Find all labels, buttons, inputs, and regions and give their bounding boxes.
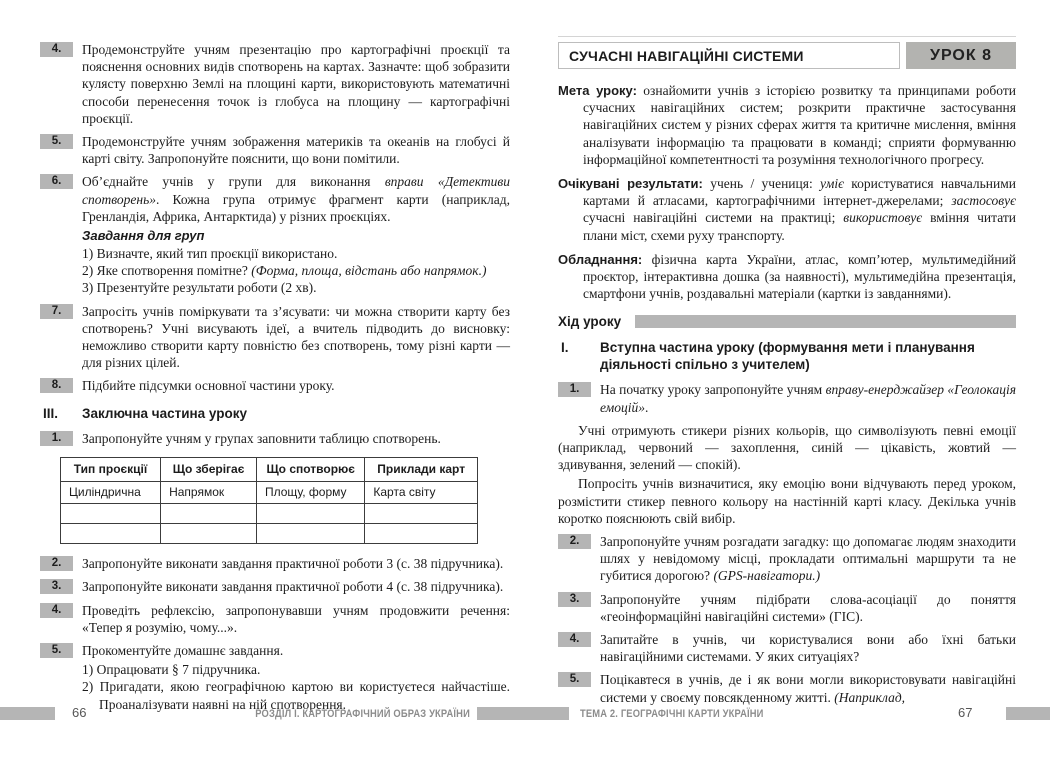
- footer-bar-right: [1006, 707, 1050, 720]
- lesson-number-badge: УРОК 8: [906, 42, 1016, 69]
- table-header-cell: Тип проєкції: [61, 457, 161, 481]
- group-task-1: 1) Визначте, який тип проєкції використано.: [82, 246, 338, 262]
- step-text-lead: Прокоментуйте домашнє завдання.: [82, 643, 284, 659]
- step-number-badge: 5.: [40, 134, 73, 149]
- step-item-4: [40, 41, 510, 127]
- section-heading-final-part: [40, 405, 510, 422]
- intro-step-5: [558, 671, 1016, 705]
- lesson-goal-text: ознайомити учнів з історією розвитку та принципами роботи сучасних навігаційних систем; розкрити практичне застосування навігаційних систем у різних сферах життя та критичне мислення, вміння аналізувати інформацію та працювати в команді; сприяти формуванню інформаційної компетентності та розуміння технологічного прогресу.: [583, 83, 1016, 167]
- step-number-badge: 4.: [558, 632, 591, 647]
- step-item-7: [40, 303, 510, 372]
- step-text: [82, 173, 510, 296]
- equipment-text: фізична карта України, атлас, комп’ютер, мультимедійний проєктор, інтерактивна дошка (за наявності), мультимедійна презентація, смартфони учнів, роздавальні матеріали (картки із завданнями).: [583, 251, 1016, 302]
- footer-caption-right: ТЕМА 2. ГЕОГРАФІЧНІ КАРТИ УКРАЇНИ: [580, 708, 764, 720]
- footer-bar-left: [0, 707, 55, 720]
- step-number-badge: 7.: [40, 304, 73, 319]
- step-number-badge: 2.: [558, 534, 591, 549]
- closing-step-5: [40, 642, 510, 713]
- table-row: [61, 482, 478, 504]
- step-text: Запропонуйте учням розгадати загадку: що допомагає людям знаходити шлях у невідомому місці, прокладати оптимальні маршрути та не губитися дорогою? (GPS-навігатори.): [600, 534, 1016, 584]
- header-top-rule: [558, 36, 1016, 37]
- lesson-goal-label: Мета уроку:: [558, 83, 637, 98]
- table-header-cell: Що зберігає: [161, 457, 257, 481]
- step-text: Поцікавтеся в учнів, де і як вони могли використовувати навігаційні системи у своєму повсякденному житті. (Наприклад,: [600, 672, 1016, 705]
- step-text: [82, 642, 510, 713]
- step-number-badge: 2.: [40, 556, 73, 571]
- table-row-empty: [61, 524, 478, 544]
- table-header-row: [61, 457, 478, 481]
- step-text: На початку уроку запропонуйте учням вправу-енерджайзер «Геолокація емоцій».: [600, 382, 1016, 415]
- table-cell: [161, 524, 257, 544]
- step-number-badge: 4.: [40, 603, 73, 618]
- step-number-badge: 3.: [40, 579, 73, 594]
- table-cell: [161, 504, 257, 524]
- step-text: Запросіть учнів поміркувати та з’ясувати: чи можна створити карту без спотворень? Учні висувають ідеї, а вчитель підводить до висновку: неможливо створити карту повністю без спотворень, тому різні карти — для різних цілей.: [82, 303, 510, 371]
- section-title: Вступна частина уроку (формування мети і планування діяльності спільно з учителем): [600, 340, 975, 373]
- intro-step-3: [558, 591, 1016, 625]
- table-cell: Напрямок: [161, 482, 257, 504]
- lesson-course-label: Хід уроку: [558, 314, 622, 330]
- closing-step-3: [40, 578, 510, 595]
- table-cell: [256, 504, 364, 524]
- step-number-badge: 5.: [558, 672, 591, 687]
- lesson-goal: [558, 82, 1016, 168]
- table-row-empty: [61, 504, 478, 524]
- closing-step-4: [40, 602, 510, 636]
- page-number-right: 67: [958, 705, 973, 720]
- step-1-paragraph: Учні отримують стикери різних кольорів, що символізують певні емоції (наприклад, червоний — захоплення, синій — цікавість, жовтий — здивування, зелений — спокій).: [558, 422, 1016, 473]
- lesson-title: СУЧАСНІ НАВІГАЦІЙНІ СИСТЕМИ: [558, 42, 900, 69]
- step-item-6: [40, 173, 510, 296]
- table-cell: [61, 524, 161, 544]
- expected-results: [558, 175, 1016, 244]
- table-header-cell: Що спотворює: [256, 457, 364, 481]
- footer-bar-center: [477, 707, 569, 720]
- step-number-badge: 5.: [40, 643, 73, 658]
- step-item-8: [40, 377, 510, 394]
- distortions-table: [60, 457, 478, 544]
- step-item-5: [40, 133, 510, 167]
- section-roman-label: I.: [561, 340, 569, 356]
- step-number-badge: 1.: [558, 382, 591, 397]
- step-text: Продемонструйте учням презентацію про картографічні проєкції та пояснення основних видів спотворень на картах. Зазначте: щоб зобразити кулясту поверхню Землі на площині карти, використовують математичні способи перенесення точок із глобуса на площину — картографічні проєкції.: [82, 42, 510, 126]
- table-cell: [365, 504, 478, 524]
- page-left: [40, 41, 510, 719]
- step-text: Підбийте підсумки основної частини уроку.: [82, 378, 335, 394]
- homework-item-1: 1) Опрацювати § 7 підручника.: [82, 662, 261, 678]
- footer-caption-left: РОЗДІЛ І. КАРТОГРАФІЧНИЙ ОБРАЗ УКРАЇНИ: [255, 708, 470, 720]
- table-cell: Циліндрична: [61, 482, 161, 504]
- heading-fill-bar: [635, 315, 1016, 328]
- step-text: Проведіть рефлексію, запропонувавши учням продовжити речення: «Тепер я розумію, чому...».: [82, 602, 510, 635]
- step-number-badge: 6.: [40, 174, 73, 189]
- intro-step-4: [558, 631, 1016, 665]
- step-text: Запропонуйте виконати завдання практичної роботи 3 (с. 38 підручника).: [82, 556, 504, 572]
- equipment: [558, 251, 1016, 303]
- closing-step-2: [40, 555, 510, 572]
- table-cell: Площу, форму: [256, 482, 364, 504]
- homework-item-2: 2) Пригадати, якою географічною картою ви користуєтеся найчастіше. Проаналізувати наявні на ній спотворення.: [82, 679, 510, 712]
- step-1-paragraph: Попросіть учнів визначитися, яку емоцію вони відчувають перед уроком, розмістити стикер певного кольору на настінній карті класу. Декілька учнів коротко пояснюють свій вибір.: [558, 476, 1016, 526]
- group-task-3: 3) Презентуйте результати роботи (2 хв).: [82, 280, 317, 296]
- step-text-lead: Об’єднайте учнів у групи для виконання вправи «Детективи спотворень». Кожна група отримує фрагмент карти (наприклад, Гренландія, Африка, Антарктида) у різних проєкціях.: [82, 174, 510, 224]
- lesson-course-heading: [558, 314, 1016, 329]
- step-number-badge: 4.: [40, 42, 73, 57]
- page-number-left: 66: [72, 705, 87, 720]
- equipment-label: Обладнання:: [558, 251, 643, 267]
- step-number-badge: 1.: [40, 431, 73, 446]
- step-number-badge: 8.: [40, 378, 73, 393]
- page-right: [558, 36, 1016, 712]
- step-text: Запропонуйте учням у групах заповнити таблицю спотворень.: [82, 430, 441, 446]
- table-cell: [61, 504, 161, 524]
- expected-results-text: учень / учениця: уміє користуватися навчальними картами й атласами, картографічними інтернет-джерелами; застосовує сучасні навігаційні системи на практиці; використовує вміння читати плани міст, схеми руху транспорту.: [583, 176, 1016, 243]
- section-roman-label: III.: [43, 405, 59, 421]
- section-heading-intro-part: [558, 339, 1016, 373]
- intro-step-2: [558, 533, 1016, 585]
- step-text: Запропонуйте виконати завдання практичної роботи 4 (с. 38 підручника).: [82, 579, 504, 595]
- table-header-cell: Приклади карт: [365, 457, 478, 481]
- section-title: Заключна частина уроку: [82, 405, 247, 421]
- intro-step-1: [558, 381, 1016, 415]
- table-cell: Карта світу: [365, 482, 478, 504]
- expected-results-label: Очікувані результати:: [558, 176, 703, 192]
- step-number-badge: 3.: [558, 592, 591, 607]
- step-text: Запропонуйте учням підібрати слова-асоціації до поняття «геоінформаційні навігаційні системи» (ГІС).: [600, 591, 1016, 624]
- closing-step-1: [40, 430, 510, 447]
- table-cell: [365, 524, 478, 544]
- group-tasks-title: Завдання для груп: [82, 228, 205, 244]
- step-text: Запитайте в учнів, чи користувалися вони або їхні батьки навігаційними системами. У яких ситуаціях?: [600, 632, 1016, 665]
- step-text: Продемонструйте учням зображення материків та океанів на глобусі й карті світу. Запропонуйте пояснити, що вони помітили.: [82, 134, 510, 167]
- table-cell: [256, 524, 364, 544]
- lesson-header: [558, 42, 1016, 69]
- group-task-2: 2) Яке спотворення помітне? (Форма, площа, відстань або напрямок.): [82, 263, 487, 279]
